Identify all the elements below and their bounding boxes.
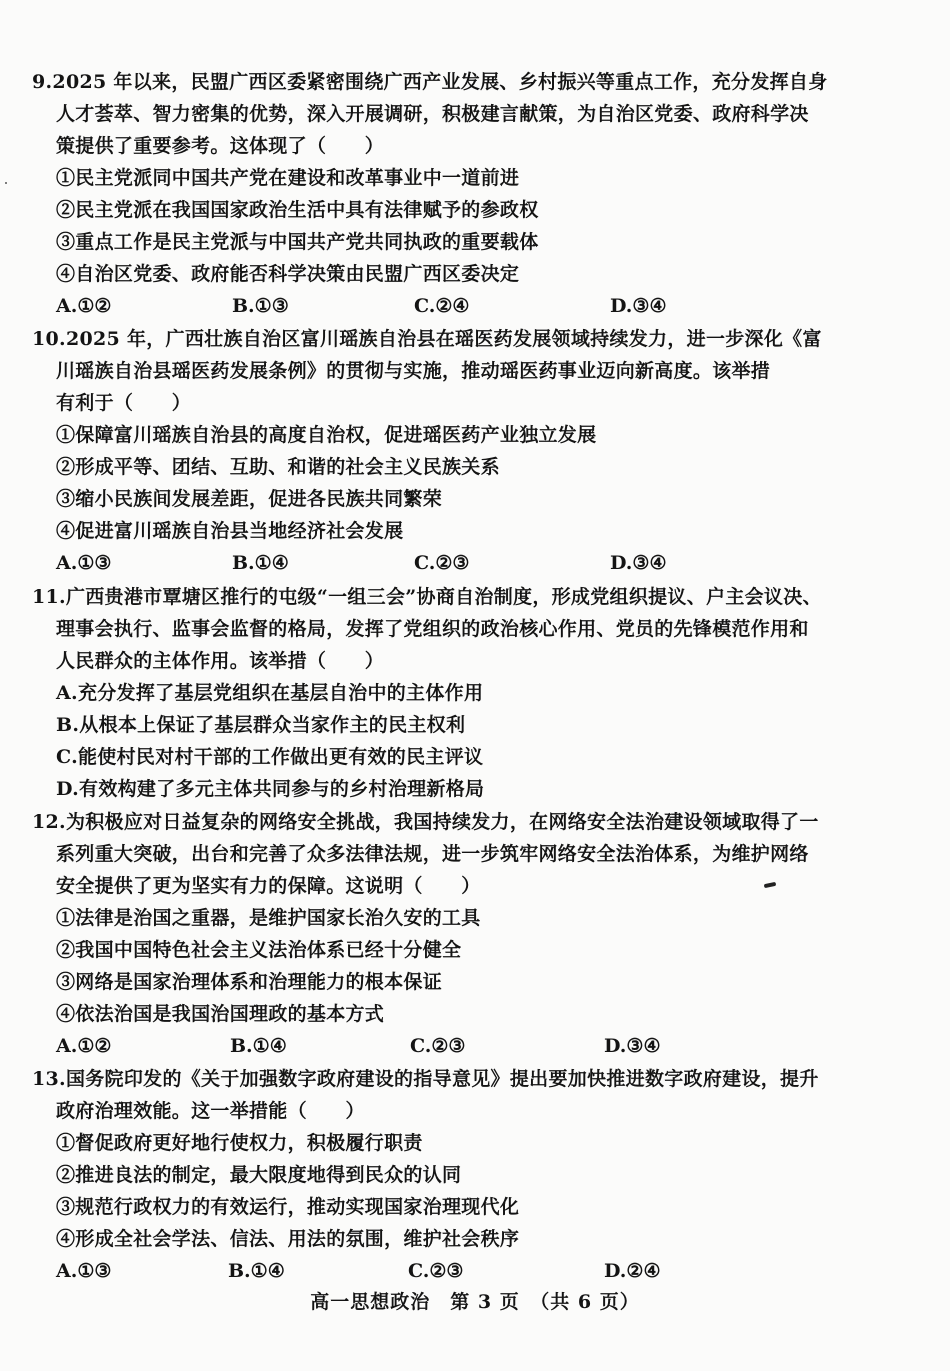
statement-option: ④形成全社会学法、信法、用法的氛围，维护社会秩序 — [56, 1228, 520, 1250]
choice-a: A.①② — [56, 1035, 112, 1057]
question-stem-line: 川瑶族自治县瑶医药发展条例》的贯彻与实施，推动瑶医药事业迈向新高度。该举措 — [56, 360, 771, 382]
statement-option: ②形成平等、团结、互助、和谐的社会主义民族关系 — [56, 456, 500, 478]
answer-choices — [32, 290, 912, 322]
question-stem-line: 11.广西贵港市覃塘区推行的屯级“一组三会”协商自治制度，形成党组织提议、户主会议决、 — [32, 586, 822, 608]
question-10 — [32, 323, 912, 579]
choice-b: B.①③ — [232, 295, 289, 317]
choice-a: A.①③ — [56, 1260, 112, 1282]
choice-a: A.充分发挥了基层党组织在基层自治中的主体作用 — [56, 682, 484, 704]
choice-b: B.①④ — [232, 552, 289, 574]
question-stem-line: 有利于（ ） — [56, 392, 192, 414]
question-stem-line: 理事会执行、监事会监督的格局，发挥了党组织的政治核心作用、党员的先锋模范作用和 — [56, 618, 809, 640]
statement-option: ①督促政府更好地行使权力，积极履行职责 — [56, 1132, 423, 1154]
statement-option: ③缩小民族间发展差距，促进各民族共同繁荣 — [56, 488, 443, 510]
statement-option: ④促进富川瑶族自治县当地经济社会发展 — [56, 520, 404, 542]
statement-option: ①法律是治国之重器，是维护国家长治久安的工具 — [56, 907, 481, 929]
answer-choices — [32, 1030, 912, 1062]
question-stem-line: 人才荟萃、智力密集的优势，深入开展调研，积极建言献策，为自治区党委、政府科学决 — [56, 103, 809, 125]
choice-c: C.②④ — [414, 295, 470, 317]
choice-b: B.①④ — [230, 1035, 287, 1057]
choice-a: A.①③ — [56, 552, 112, 574]
page-footer: 高一思想政治 第 3 页 （共 6 页） — [310, 1291, 640, 1313]
choice-d: D.③④ — [610, 295, 667, 317]
statement-option: ②我国中国特色社会主义法治体系已经十分健全 — [56, 939, 462, 961]
choice-c: C.②③ — [410, 1035, 466, 1057]
statement-option: ②推进良法的制定，最大限度地得到民众的认同 — [56, 1164, 462, 1186]
choice-d: D.③④ — [610, 552, 667, 574]
choice-d: D.有效构建了多元主体共同参与的乡村治理新格局 — [56, 778, 485, 800]
statement-option: ①保障富川瑶族自治县的高度自治权，促进瑶医药产业独立发展 — [56, 424, 597, 446]
question-stem-line: 策提供了重要参考。这体现了（ ） — [56, 135, 385, 157]
question-stem-line: 安全提供了更为坚实有力的保障。这说明（ ） — [56, 875, 481, 897]
question-stem-line: 人民群众的主体作用。该举措（ ） — [56, 650, 385, 672]
answer-choices — [32, 547, 912, 579]
choice-b: B.①④ — [228, 1260, 285, 1282]
question-stem-line: 12.为积极应对日益复杂的网络安全挑战，我国持续发力，在网络安全法治建设领域取得了一 — [32, 811, 819, 833]
choice-a: A.①② — [56, 295, 112, 317]
question-stem-line: 系列重大突破，出台和完善了众多法律法规，进一步筑牢网络安全法治体系，为维护网络 — [56, 843, 809, 865]
choice-b: B.从根本上保证了基层群众当家作主的民主权利 — [56, 714, 466, 736]
scan-speck — [5, 182, 7, 184]
choice-c: C.②③ — [408, 1260, 464, 1282]
answer-choices — [32, 1255, 912, 1287]
choice-d: D.②④ — [604, 1260, 661, 1282]
choice-c: C.能使村民对村干部的工作做出更有效的民主评议 — [56, 746, 484, 768]
statement-option: ②民主党派在我国国家政治生活中具有法律赋予的参政权 — [56, 199, 539, 221]
statement-option: ③重点工作是民主党派与中国共产党共同执政的重要载体 — [56, 231, 539, 253]
question-12 — [32, 806, 912, 1062]
statement-option: ③网络是国家治理体系和治理能力的根本保证 — [56, 971, 443, 993]
statement-option: ③规范行政权力的有效运行，推动实现国家治理现代化 — [56, 1196, 520, 1218]
statement-option: ④自治区党委、政府能否科学决策由民盟广西区委决定 — [56, 263, 520, 285]
choice-d: D.③④ — [604, 1035, 661, 1057]
question-13 — [32, 1063, 912, 1287]
question-stem-line: 10.2025 年，广西壮族自治区富川瑶族自治县在瑶医药发展领域持续发力，进一步深化《富 — [32, 328, 822, 350]
question-11 — [32, 581, 912, 805]
question-stem-line: 13.国务院印发的《关于加强数字政府建设的指导意见》提出要加快推进数字政府建设，提升 — [32, 1068, 819, 1090]
question-stem-line: 政府治理效能。这一举措能（ ） — [56, 1100, 365, 1122]
question-9 — [32, 66, 912, 322]
choice-c: C.②③ — [414, 552, 470, 574]
question-stem-line: 9.2025 年以来，民盟广西区委紧密围绕广西产业发展、乡村振兴等重点工作，充分发挥自身 — [32, 71, 828, 93]
statement-option: ①民主党派同中国共产党在建设和改革事业中一道前进 — [56, 167, 520, 189]
statement-option: ④依法治国是我国治国理政的基本方式 — [56, 1003, 385, 1025]
